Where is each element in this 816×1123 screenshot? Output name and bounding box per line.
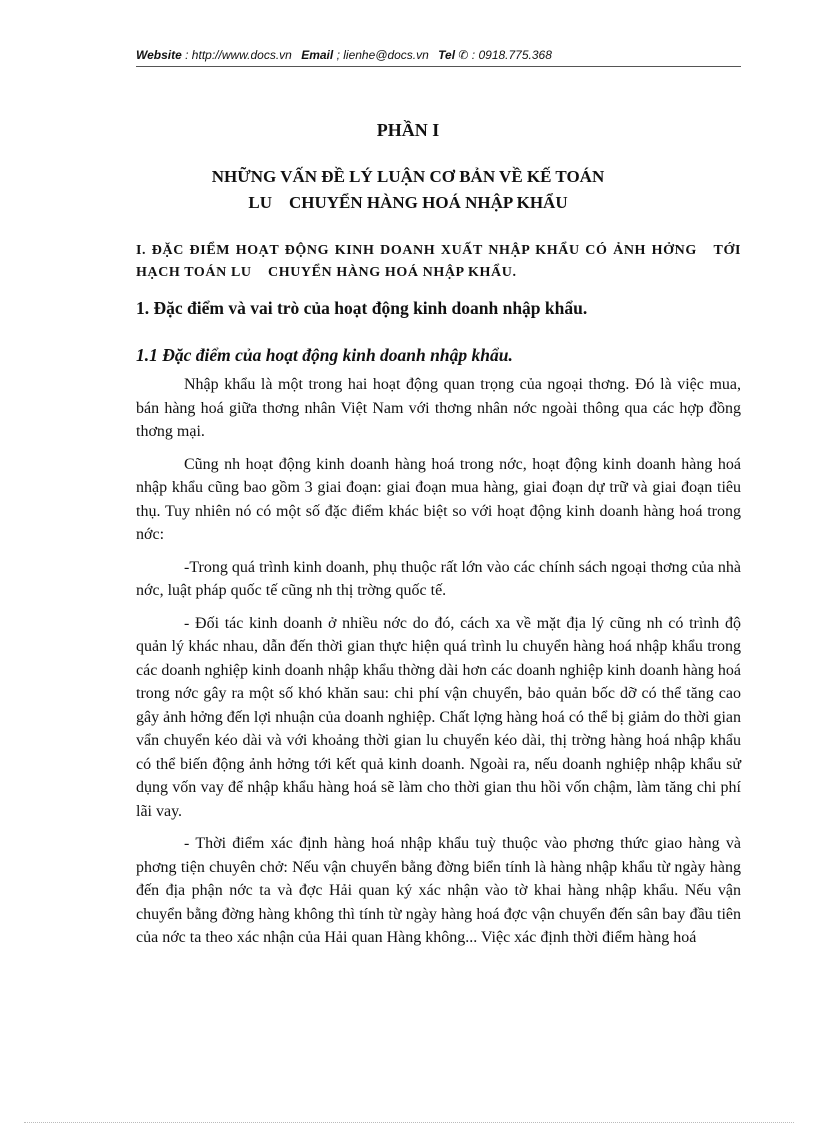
body-text — [136, 373, 741, 959]
tel-label: Tel — [438, 48, 456, 62]
email-value: ; lienhe@docs.vn — [336, 48, 429, 62]
section-title: I. ĐẶC ĐIỂM HOẠT ĐỘNG KINH DOANH XUẤT NHẬP KHẨU CÓ ẢNH HỞNG TỚI HẠCH TOÁN LU CHUYỂN HÀNG HOÁ NHẬP KHẨU. — [136, 243, 746, 280]
page-header — [136, 48, 741, 62]
main-title-line-1: NHỮNG VẤN ĐỀ LÝ LUẬN CƠ BẢN VỀ KẾ TOÁN — [211, 167, 605, 186]
paragraph: -Trong quá trình kinh doanh, phụ thuộc rất lớn vào các chính sách ngoại thơng của nhà nớc, luật pháp quốc tế cũng nh thị trờng quốc tế. — [136, 558, 741, 599]
paragraph: - Đối tác kinh doanh ở nhiều nớc do đó, cách xa về mặt địa lý cũng nh có trình độ quản lý khác nhau, dẫn đến thời gian thực hiện quá trình lu chuyển hàng hoá nhập khẩu trong các doanh nghiệp kinh doanh nhập khẩu thờng dài hơn các doanh nghiệp kinh doanh hàng hoá trong nớc gây ra một số khó khăn sau: chi phí vận chuyển, bảo quản bốc dỡ có thể tăng cao gây ảnh hởng đến lợi nhuận của doanh nghiệp. Chất lợng hàng hoá có thể bị giảm do thời gian vẩn chuyển kéo dài và với khoảng thời gian lu chuyển kéo dài, thị trờng hàng hoá nhập khẩu có thể biến động ảnh hởng tới kết quả kinh doanh. Ngoài ra, nếu doanh nghiệp nhập khẩu sử dụng vốn vay để nhập khẩu hàng hoá sẽ làm cho thời gian thu hồi vốn chậm, làm tăng chi phí lãi vay. — [136, 614, 741, 820]
header-divider — [136, 66, 741, 67]
main-title-line-2: LU CHUYỂN HÀNG HOÁ NHẬP KHẨU — [248, 193, 568, 212]
telephone-icon: ✆ — [458, 48, 469, 62]
paragraph: Nhập khẩu là một trong hai hoạt động quan trọng của ngoại thơng. Đó là việc mua, bán hàng hoá giữa thơng nhân Việt Nam với thơng nhân nớc ngoài thông qua các hợp đồng thơng mại. — [136, 376, 741, 440]
heading-1: 1. Đặc điểm và vai trò của hoạt động kinh doanh nhập khẩu. — [136, 298, 588, 318]
paragraph: Cũng nh hoạt động kinh doanh hàng hoá trong nớc, hoạt động kinh doanh hàng hoá nhập khẩu cũng bao gồm 3 giai đoạn: giai đoạn mua hàng, giai đoạn dự trữ và giai đoạn tiêu thụ. Tuy nhiên nó có một số đặc điểm khác biệt so với hoạt động kinh doanh hàng hoá trong nớc: — [136, 455, 741, 543]
website-label: Website — [136, 48, 182, 62]
tel-value: : 0918.775.368 — [471, 48, 552, 62]
part-title: PHẦN I — [376, 120, 440, 140]
heading-1-1: 1.1 Đặc điểm của hoạt động kinh doanh nhập khẩu. — [136, 345, 513, 365]
email-label: Email — [301, 48, 334, 62]
website-value: : http://www.docs.vn — [185, 48, 292, 62]
main-title — [150, 164, 666, 216]
paragraph: - Thời điểm xác định hàng hoá nhập khẩu tuỳ thuộc vào phơng thức giao hàng và phơng tiện chuyên chở: Nếu vận chuyển bằng đờng biển tính là hàng nhập khẩu từ ngày hàng đến địa phận nớc ta và đợc Hải quan ký xác nhận vào tờ khai hàng nhập khẩu. Nếu vận chuyển bằng đờng hàng không thì tính từ ngày hàng hoá đợc vận chuyển đến sân bay đầu tiên của nớc ta theo xác nhận của Hải quan Hàng không... Việc xác định thời điểm hàng hoá — [136, 835, 741, 946]
